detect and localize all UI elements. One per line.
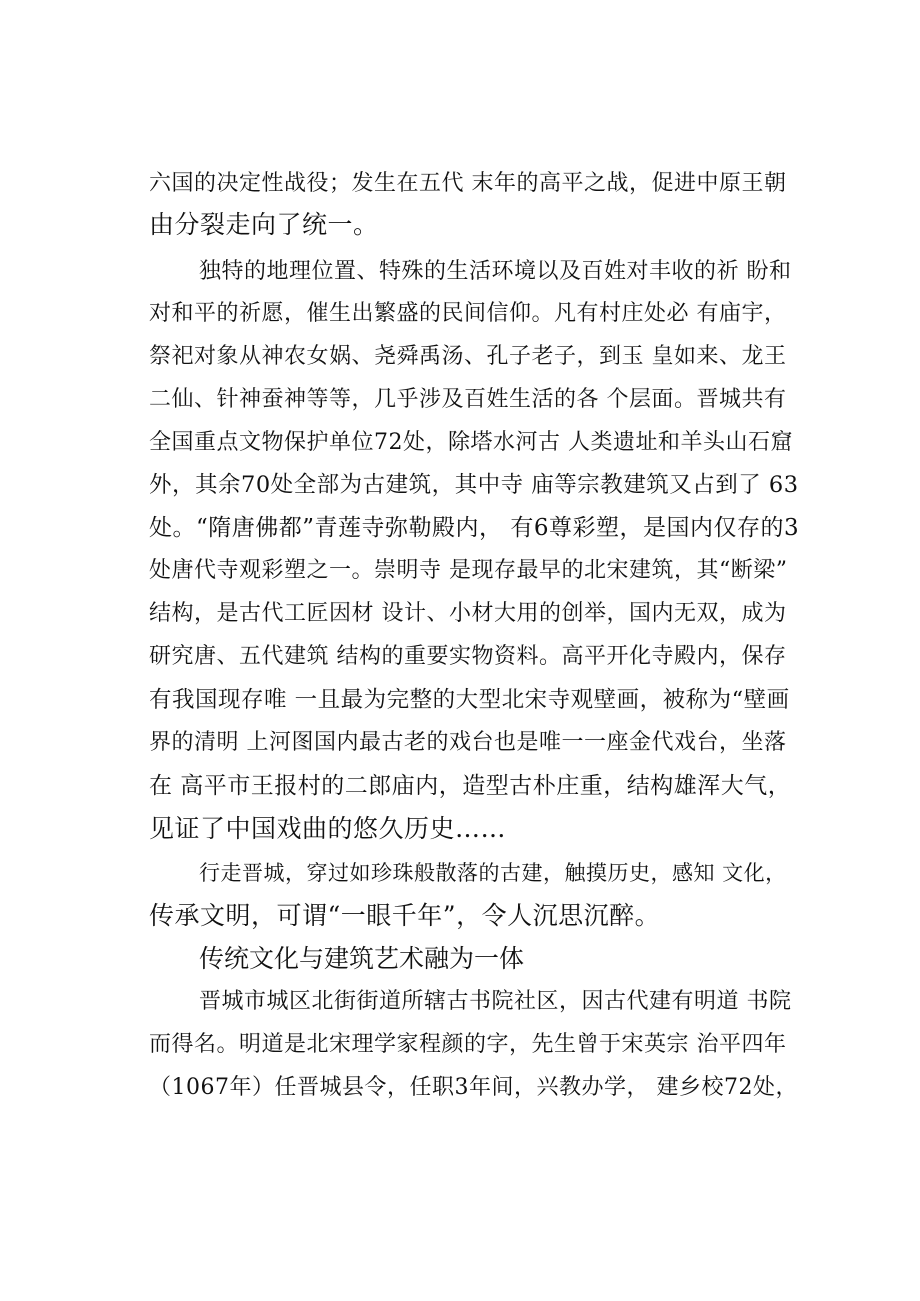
text-line: 传承文明，可谓“一眼千年”，令人沉思沉醉。 <box>149 901 661 930</box>
text-line: 处。“隋唐佛都”青莲寺弥勒殿内， 有6尊彩塑，是国内仅存的3 <box>149 515 800 541</box>
text-line: 独特的地理位置、特殊的生活环境以及百姓对丰收的祈 盼和 <box>199 259 792 284</box>
text-line: 全国重点文物保护单位72处，除塔水河古 人类遗址和羊头山石窟 <box>149 430 793 455</box>
text-line: 六国的决定性战役；发生在五代 末年的高平之战，促进中原王朝 <box>149 171 787 196</box>
text-line: 晋城市城区北街街道所辖古书院社区，因古代建有明道 书院 <box>199 989 792 1014</box>
text-line: 由分裂走向了统一。 <box>149 210 379 239</box>
text-line: 对和平的祈愿，催生出繁盛的民间信仰。凡有村庄处必 有庙宇， <box>149 301 787 326</box>
text-line: 见证了中国戏曲的悠久历史…… <box>149 814 507 843</box>
text-line: 祭祀对象从神农女娲、尧舜禹汤、孔子老子，到玉 皇如来、龙王 <box>149 344 787 369</box>
text-line: 而得名。明道是北宋理学家程颜的字，先生曾于宋英宗 治平四年 <box>149 1032 787 1057</box>
text-line: 研究唐、五代建筑 结构的重要实物资料。高平开化寺殿内，保存 <box>149 644 787 669</box>
text-line: （1067年）任晋城县令，任职3年间，兴教办学， 建乡校72处， <box>149 1075 798 1100</box>
text-line: 结构，是古代工匠因材 设计、小材大用的创举，国内无双，成为 <box>149 601 787 626</box>
text-line: 界的清明 上河图国内最古老的戏台也是唯一一座金代戏台，坐落 <box>149 730 787 755</box>
text-line: 在 高平市王报村的二郎庙内，造型古朴庄重，结构雄浑大气， <box>149 773 792 799</box>
text-line: 二仙、针神蚕神等等，几乎涉及百姓生活的各 个层面。晋城共有 <box>149 387 787 412</box>
text-line: 处唐代寺观彩塑之一。崇明寺 是现存最早的北宋建筑，其“断梁” <box>149 558 788 583</box>
text-line: 行走晋城，穿过如珍珠般散落的古建，触摸历史，感知 文化， <box>199 861 787 885</box>
text-line: 有我国现存唯 一且最为完整的大型北宋寺观壁画，被称为“壁画 <box>149 687 790 713</box>
section-heading: 传统文化与建筑艺术融为一体 <box>199 944 525 973</box>
text-line: 外，其余70处全部为古建筑，其中寺 庙等宗教建筑又占到了 63 <box>149 472 799 498</box>
